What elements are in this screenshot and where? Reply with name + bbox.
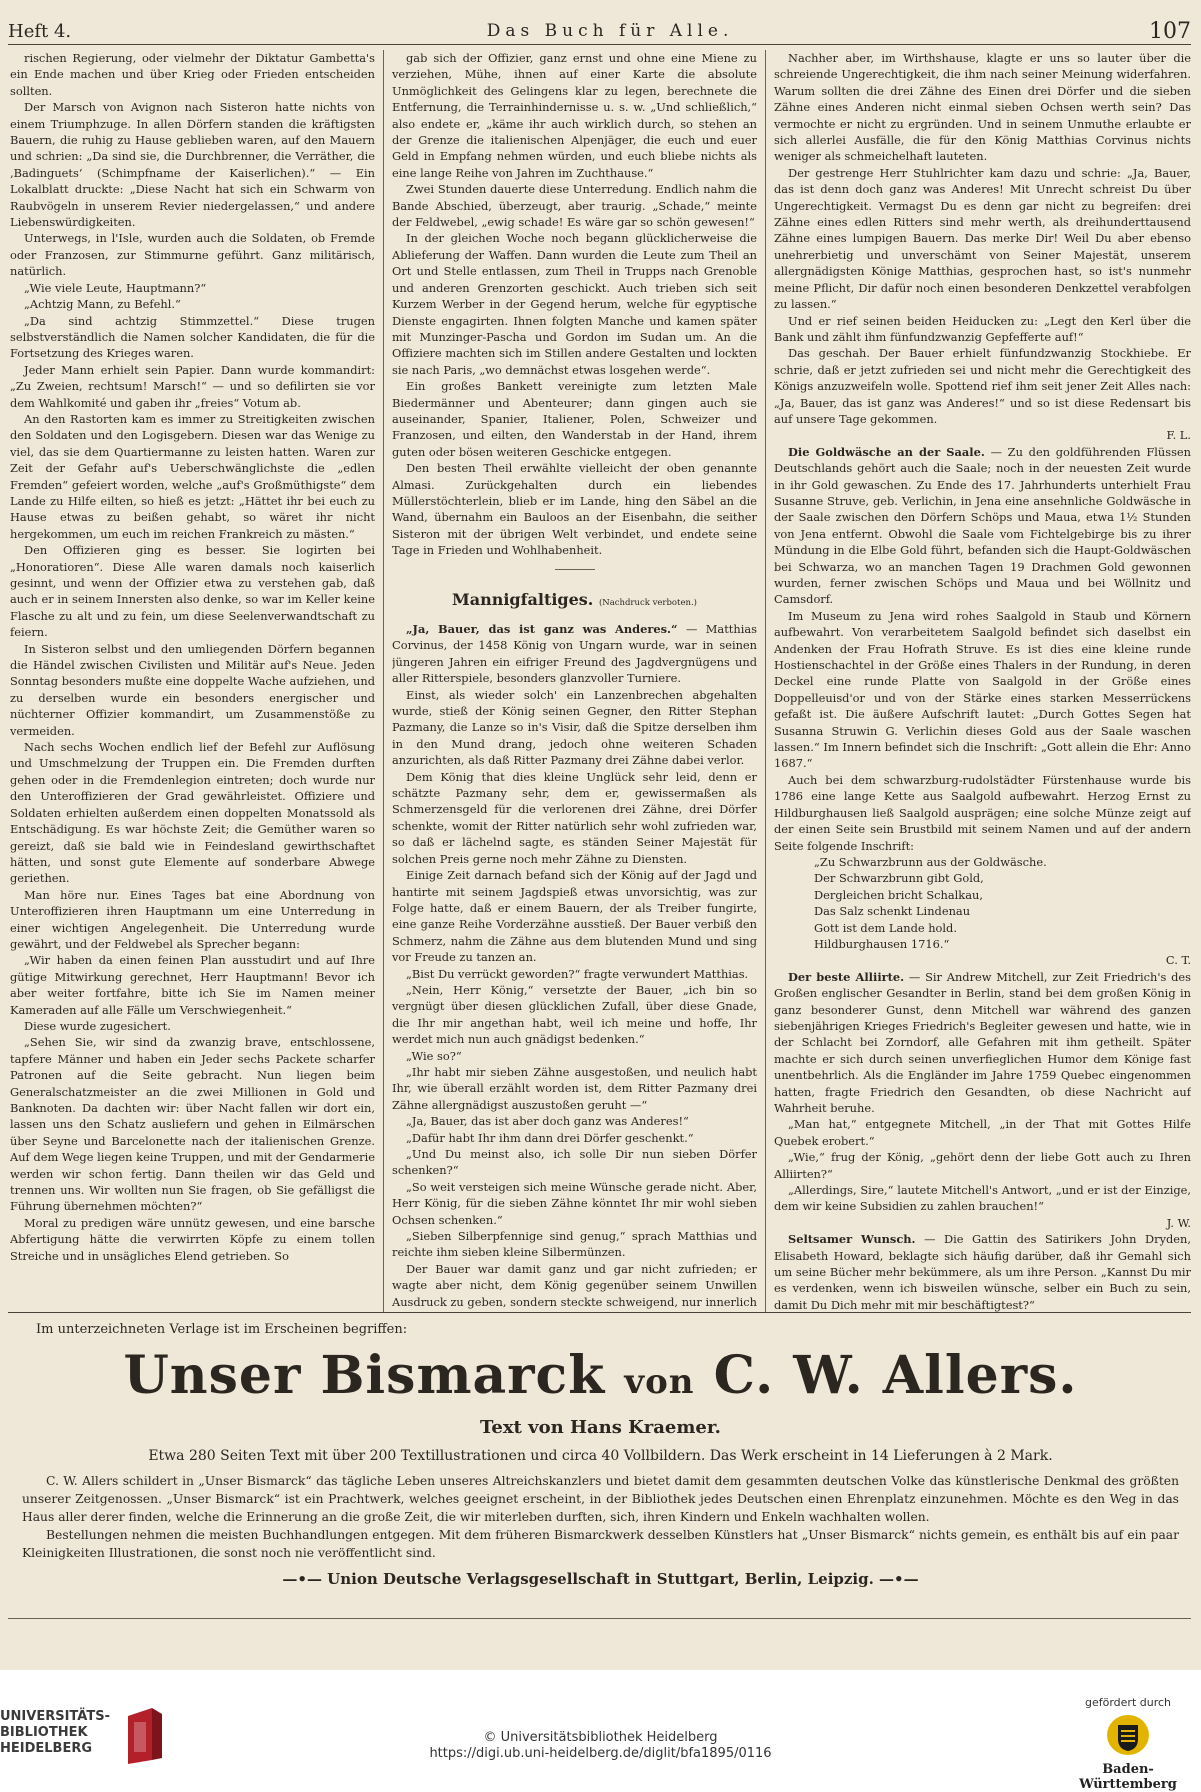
verse-line: Das Salz schenkt Lindenau	[814, 904, 971, 919]
section-heading	[392, 589, 757, 611]
issue-label: Heft 4.	[8, 20, 72, 42]
verse-line: Dergleichen bricht Schalkau,	[814, 887, 983, 902]
library-logo[interactable]	[0, 1698, 160, 1768]
article-goldwaesche-body	[774, 608, 1191, 854]
running-head	[8, 18, 1191, 44]
article-alliirte-body	[774, 1116, 1191, 1214]
by-word: von	[624, 1362, 695, 1402]
page-number: 107	[1149, 18, 1191, 44]
paragraph: gab sich der Offizier, ganz ernst und ohne eine Miene zu verziehen, Mühe, ihnen auf einer Karte die absolute Unmöglichkeit des Gelingens klar zu legen, berechnete die Entfernung, die Terrainhindernisse u. s. w. „Und schließlich,“ also endete er, „käme ihr auch wirklich durch, so stehen an der Grenze die italienischen Alpenjäger, die euch und euer Geld in Empfang nehmen würden, und euch bliebe nichts als eine lange Reihe von Jahren im Zuchthause.“	[392, 51, 757, 180]
advert-intro: Im unterzeichneten Verlage ist im Erscheinen begriffen:	[36, 1322, 408, 1337]
paragraph: Den Offizieren ging es besser. Sie logirten bei „Honoratioren“. Diese Alle waren damals noch kaiserlich gesinnt, und wenn der Offizier etwa zu verstehen gab, daß auch er in seinem Innersten also denke, so war im Keller keine Flasche zu alt und zu fein, um diese Seelenverwandtschaft zu feiern.	[10, 543, 375, 640]
paragraph: Einige Zeit darnach befand sich der König auf der Jagd und hantirte mit seinem Jagdspieß etwas unvorsichtig, was zur Folge hatte, daß er einem Bauern, der als Treiber fungirte, eine ganze Reihe Vorderzähne ausstieß. Der Bauer verbiß den Schmerz, nahm die Zähne aus dem blutenden Mund und sing vor Freude zu tanzen an.	[392, 868, 757, 965]
verse-line: Der Schwarzbrunn gibt Gold,	[814, 871, 984, 886]
paragraph: „Wie viele Leute, Hauptmann?“	[24, 280, 207, 295]
article-heading: Der beste Alliirte.	[788, 969, 905, 984]
paragraph: Ein großes Bankett vereinigte zum letzten Male Biedermänner und Abenteurer; dann gingen auch sie auseinander, Spanier, Italiener, Polen, Schweizer und Franzosen, und eilten, den Wanderstab in der Hand, ihrem guten oder bösen weiteren Geschicke entgegen.	[392, 379, 757, 459]
funded-by-label: gefördert durch	[1084, 1696, 1172, 1709]
article-heading: Seltsamer Wunsch.	[788, 1232, 916, 1247]
paragraph: „Ihr habt mir sieben Zähne ausgestoßen, und neulich habt Ihr, wie überall erzählt worden ist, dem Ritter Pazmany drei Zähne allergnädigst auszustoßen geruht —“	[392, 1064, 757, 1112]
signature: J. W.	[1166, 1215, 1191, 1230]
article-alliirte: Der beste Alliirte. — Sir Andrew Mitchell, zur Zeit Friedrich's des Großen englischer Gesandter in Berlin, stand bei dem großen König in ganz besonderer Gunst, denn Mitchell war während des ganzen siebenjährigen Krieges Friedrich's Begleiter gewesen und hatte, wie in der Schlacht bei Zorndorf, alle Gefahren mit ihm getheilt. Später machte er sich durch seinen unverfieglichen Humor dem Könige fast unentbehrlich. Als die Engländer im Jahre 1759 Quebec eingenommen hatten, fragte Friedrich den Gesandten, ob diese Nachricht auf Wahrheit beruhe.	[774, 969, 1191, 1115]
source-url[interactable]: https://digi.ub.uni-heidelberg.de/diglit/bfa1895/0116	[429, 1746, 772, 1761]
journal-title: Das Buch für Alle.	[486, 21, 734, 41]
coin-inscription-verse	[774, 854, 1191, 952]
ornament-left: —•—	[282, 1570, 328, 1588]
paragraph: Der Bauer war damit ganz und gar nicht zufrieden; er wagte aber nicht, dem König gegenüber seinem Unwillen Ausdruck zu geben, sondern steckte schweigend, nur innerlich	[392, 1261, 757, 1309]
column-3	[774, 50, 1191, 1312]
short-divider	[555, 569, 595, 570]
paragraph: „Nein, Herr König,“ versetzte der Bauer, „ich bin so vergnügt über diesen glücklichen Zufall, über diese Gnade, die Ihr mir angethan habt, weil ich meine und hoffe, Ihr werdet mich nun auch gnädigst bedenken.“	[392, 982, 757, 1047]
advert-top-rule	[8, 1312, 1191, 1313]
column-divider-2	[765, 50, 766, 1312]
verse-line: „Zu Schwarzbrunn aus der Goldwäsche.	[814, 854, 1047, 869]
paragraph: Nachher aber, im Wirthshause, klagte er uns so lauter über die schreiende Ungerechtigkeit, die ihm nach seiner Meinung widerfahren. Warum sollten die drei Zähne des Einen drei Dörfer und die sieben Zähne eines Anderen nicht einmal sieben Ochsen werth sein? Das vermochte er nicht zu ergründen. Und in seinem Unmuthe erlaubte er sich allerlei Ausfälle, die für den König Matthias Corvinus nichts weniger als schmeichelhaft lauteten.	[774, 51, 1191, 164]
paragraph: „Man hat,“ entgegnete Mitchell, „in der That mit Gottes Hilfe Quebek erobert.“	[774, 1117, 1191, 1148]
verse-line: Hildburghausen 1716.“	[814, 936, 950, 951]
paragraph: „Allerdings, Sire,“ lautete Mitchell's Antwort, „und er ist der Einzige, dem wir keine Subsidien zu zahlen brauchen!“	[774, 1183, 1191, 1214]
signature: F. L.	[1166, 428, 1191, 443]
paragraph: Auch bei dem schwarzburg-rudolstädter Fürstenhause wurde bis 1786 eine lange Kette aus Saalgold aufbewahrt. Herzog Ernst zu Hildburghausen ließ Saalgold ausprägen; eine solche Münze zeigt auf der einen Seite sein Brustbild mit seinem Namen und auf der andern Seite folgende Inschrift:	[774, 772, 1191, 853]
state-crest-icon	[1105, 1713, 1151, 1757]
paragraph: In Sisteron selbst und den umliegenden Dörfern begannen die Händel zwischen Civilisten und Militär auf's Neue. Jeden Sonntag besonders mußte eine doppelte Wache aufziehen, und zu derselben wurde ein besonders energischer und nüchterner Offizier kommandirt, um Zusammenstöße zu vermeiden.	[10, 641, 375, 738]
digitization-footer	[0, 1692, 1201, 1792]
anecdote-paragraph: „Ja, Bauer, das ist ganz was Anderes.“ — Matthias Corvinus, der 1458 König von Ungarn wurde, war in seinen jüngeren Jahren ein eifriger Freund des Jagdvergnügens und aller Ritterspiele, besonders glanzvoller Turniere.	[392, 622, 757, 686]
copyright-text: © Universitätsbibliothek Heidelberg	[483, 1730, 718, 1745]
paragraph: Den besten Theil erwählte vielleicht der oben genannte Almasi. Zurückgehalten durch ein liebendes Müllerstöchterlein, blieb er im Lande, hing den Säbel an die Wand, übernahm ein Bauloos an der Eisenbahn, die seither Sisteron mit der übrigen Welt verbindet, und endete seine Tage in Frieden und Wohlhabenheit.	[392, 461, 757, 558]
paragraph: „Wir haben da einen feinen Plan ausstudirt und auf Ihre gütige Mitwirkung gerechnet, Herr Hauptmann! Bevor ich aber weiter fortfahre, bitte ich Sie im Namen meiner Kameraden auf alle Fälle um Verschwiegenheit.“	[10, 953, 375, 1017]
advert-paragraph: Bestellungen nehmen die meisten Buchhandlungen entgegen. Mit dem früheren Bismarckwerk desselben Künstlers hat „Unser Bismarck“ nichts gemein, es enthält bis auf ein paar Kleinigkeiten Illustrationen, die sonst noch nie veröffentlicht sind.	[22, 1528, 1179, 1560]
paragraph: „So weit versteigen sich meine Wünsche gerade nicht. Aber, Herr König, für die sieben Zähne könntet Ihr mir wohl sieben Ochsen schenken.“	[392, 1179, 757, 1227]
paragraph: Diese wurde zugesichert.	[24, 1018, 171, 1033]
anecdote-body	[392, 687, 757, 1312]
article-heading: Die Goldwäsche an der Saale.	[788, 444, 985, 459]
paragraph: „Da sind achtzig Stimmzettel.“ Diese trugen selbstverständlich die Namen solcher Kandidaten, die für die Fortsetzung des Krieges waren.	[10, 313, 375, 361]
paragraph: Einst, als wieder solch' ein Lanzenbrechen abgehalten wurde, stieß der König seinen Gegner, den Ritter Stephan Pazmany, die Lanze so in's Visir, daß die Spitze derselben ihm in den Mund drang, jedoch ohne weiteren Schaden anzurichten, als daß Ritter Pazmany drei Zähne dabei verlor.	[392, 687, 757, 768]
author-name: C. W. Allers.	[713, 1345, 1078, 1406]
paragraph: „Ja, Bauer, das ist aber doch ganz was Anderes!“	[406, 1114, 689, 1129]
paragraph: „Sehen Sie, wir sind da zwanzig brave, entschlossene, tapfere Männer und haben ein Jeder sechs Packete scharfer Patronen auf die Seite gebracht. Nun liegen beim Generalschatzmeister an die zwei Millionen in Gold und Banknoten. Da dachten wir: über Nacht fallen wir dort ein, lassen uns den Schatz ausliefern und gehen in Eilmärschen über Seyne und Barcelonette nach der italienischen Grenze. Auf dem Wege liegen keine Truppen, und mit der Gendarmerie werden wir schon fertig. Dann theilen wir das Geld und trennen uns. Wir wollten nun Sie fragen, ob Sie gefälligst die Führung übernehmen möchten?“	[10, 1035, 375, 1214]
paragraph: Nach sechs Wochen endlich lief der Befehl zur Auflösung und Umschmelzung der Truppen ein. Die Fremden durften gehen oder in die Fremdenlegion eintreten; doch wurde nur den Unteroffizieren der Grad gewährleistet. Offiziere und Soldaten erhielten außerdem einen doppelten Monatssold als Entschädigung. Es war höchste Zeit; die Gemüther waren so gereizt, daß sie bald wie in Feindesland gewirthschaftet hätten, und sonst gute Elemente auf sonderbare Abwege geriethen.	[10, 740, 375, 886]
library-name: UNIVERSITÄTS- BIBLIOTHEK HEIDELBERG	[0, 1709, 110, 1756]
paragraph: „Dafür habt Ihr ihm dann drei Dörfer geschenkt.“	[406, 1130, 694, 1145]
advert-body	[22, 1472, 1179, 1562]
paragraph: Und er rief seinen beiden Heiducken zu: „Legt den Kerl über die Bank und zählt ihm fünfundzwanzig Gepfefferte auf!“	[774, 313, 1191, 344]
funder-block	[1063, 1696, 1193, 1792]
paragraph: An den Rastorten kam es immer zu Streitigkeiten zwischen den Soldaten und den Logisgebern. Diesen war das Wenige zu viel, das sie dem Quartiermanne zu leisten hatten. Waren zur Zeit der Gefahr auf's Ueberschwänglichste die „edlen Fremden“ gefeiert worden, welche „auf's Großmüthigste“ dem Lande zu Hilfe eilten, so hieß es jetzt: „Hättet ihr bei euch zu Hause etwas zu beißen gehabt, so wäret ihr nicht hergekommen, um euch im reichen Frankreich zu mästen.“	[10, 411, 375, 541]
paragraph: „Und Du meinst also, ich solle Dir nun sieben Dörfer schenken?“	[392, 1147, 757, 1178]
paragraph: „Bist Du verrückt geworden?“ fragte verwundert Matthias.	[406, 966, 749, 981]
anecdote-heading: „Ja, Bauer, das ist ganz was Anderes.“	[406, 622, 678, 636]
paragraph: In der gleichen Woche noch begann glücklicherweise die Ablieferung der Waffen. Dann wurden die Leute zum Theil an Ort und Stelle entlassen, zum Theil in Trupps nach Grenoble und anderen Grenzorten geschickt. Auch trieben sich seit Kurzem Werber in der Gegend herum, welche für egyptische Dienste engagirten. Ihnen folgten Manche und kamen später mit Munzinger-Pascha und Gordon im Sudan um. An die Offiziere machten sich im Stillen andere Gestalten und lockten sie nach Paris, „wo demnächst etwas losgehen werde“.	[392, 231, 757, 377]
reprint-note: (Nachdruck verboten.)	[598, 597, 697, 608]
advert-info: Etwa 280 Seiten Text mit über 200 Textillustrationen und circa 40 Vollbildern. Das Werk erscheint in 14 Lieferungen à 2 Mark.	[148, 1448, 1053, 1464]
column-2	[392, 50, 757, 1312]
paragraph: Dem König that dies kleine Unglück sehr leid, denn er schätzte Pazmany sehr, dem er, gewissermaßen als Schmerzensgeld für die verlorenen drei Zähne, drei Dörfer schenkte, womit der Ritter natürlich sehr wohl zufrieden war, so daß er lächelnd sagte, es ständen Seiner Majestät für solchen Preis gerne noch mehr Zähne zu Diensten.	[392, 769, 757, 866]
column-divider-1	[383, 50, 384, 1312]
story-continuation	[392, 50, 757, 559]
paragraph: Jeder Mann erhielt sein Papier. Dann wurde kommandirt: „Zu Zweien, rechtsum! Marsch!“ — und so defilirten sie vor dem Wahlkomité und gaben ihr „freies“ Votum ab.	[10, 362, 375, 410]
verse-line: Gott ist dem Lande hold.	[814, 920, 957, 935]
paragraph: Der gestrenge Herr Stuhlrichter kam dazu und schrie: „Ja, Bauer, das ist denn doch ganz was Anderes! Mit Unrecht schreist Du über Ungerechtigkeit. Vermagst Du es denn gar nicht zu begreifen: drei Zähne eines edlen Ritters sind mehr werth, als dreihunderttausend Zähne eines lumpigen Bauern. Das merke Dir! Weil Du aber ebenso unehrerbietig und unverschämt von Seiner Majestät, unserem allergnädigsten Könige Matthias, gesprochen hast, so ist's nunmehr meine Pflicht, Dir dafür noch einen besonderen Denkzettel verabfolgen zu lassen.“	[774, 165, 1191, 312]
book-title: Unser Bismarck	[123, 1345, 606, 1406]
funder-name: Baden-Württemberg	[1079, 1762, 1177, 1792]
paragraph: „Sieben Silberpfennige sind genug,“ sprach Matthias und reichte ihm sieben kleine Silbermünzen.	[392, 1229, 757, 1260]
advert-subtitle: Text von Hans Kraemer.	[480, 1417, 721, 1438]
misc-title: Mannigfaltiges.	[452, 589, 594, 609]
paragraph: „Wie,“ frug der König, „gehört denn der liebe Gott auch zu Ihren Alliirten?“	[774, 1150, 1191, 1181]
advert-bottom-rule	[8, 1618, 1191, 1619]
library-emblem-icon	[122, 1706, 166, 1764]
paragraph: „Wie so?“	[406, 1048, 462, 1063]
paragraph: Im Museum zu Jena wird rohes Saalgold in Staub und Körnern aufbewahrt. Von verarbeitetem Saalgold befindet sich daselbst ein Andenken der Frau Hofrath Struve. Es ist dies eine kleine runde Hostienschachtel in der Größe eines Thalers in der Rundung, in deren Deckel eine runde Platte von Saalgold in der Größe eines Doppelleuisd'or und von der Stärke eines starken Messerrückens gefaßt ist. Die äußere Aufschrift lautet: „Durch Gottes Segen hat Susanna Struwin G. Verlichin dieses Gold aus der Saale waschen lassen.“ Im Innern befindet sich die Inschrift: „Gott allein die Ehr: Anno 1687.“	[774, 608, 1191, 771]
paragraph: Moral zu predigen wäre unnütz gewesen, und eine barsche Abfertigung hätte die verwirrten Köpfe zu einem tollen Streiche und in unsägliches Elend getrieben. So	[10, 1215, 375, 1263]
signature: C. T.	[1165, 953, 1191, 968]
ornament-right: —•—	[873, 1570, 919, 1588]
anecdote-conclusion	[774, 50, 1191, 427]
top-rule	[8, 44, 1191, 45]
paragraph: Unterwegs, in l'Isle, wurden auch die Soldaten, ob Fremde oder Franzosen, zur Stimmurne geführt. Ganz militärisch, natürlich.	[10, 231, 375, 279]
column-1	[10, 50, 375, 1312]
paragraph: Der Marsch von Avignon nach Sisteron hatte nichts von einem Triumphzuge. In allen Dörfern standen die kräftigsten Bauern, die ruhig zu Hause geblieben waren, auf den Mauern und schrien: „Da sind sie, die Durchbrenner, die Verräther, die ‚Badinguets‘ (Schimpfname der Kaiserlichen).“ — Ein Lokalblatt druckte: „Diese Nacht hat sich ein Schwarm von Raubvögeln in unserem Revier niedergelassen,“ und andere Liebenswürdigkeiten.	[10, 100, 375, 230]
paragraph: „Achtzig Mann, zu Befehl.“	[24, 297, 181, 312]
advert-publisher: —•— Union Deutsche Verlagsgesellschaft in Stuttgart, Berlin, Leipzig. —•—	[282, 1570, 919, 1588]
paragraph: Man höre nur. Eines Tages bat eine Abordnung von Unteroffizieren ihren Hauptmann um eine Unterredung in einer wichtigen Angelegenheit. Die Unterredung wurde gewährt, und der Feldwebel als Sprecher begann:	[10, 887, 375, 951]
paragraph: rischen Regierung, oder vielmehr der Diktatur Gambetta's ein Ende machen und über Krieg oder Frieden entscheiden sollten.	[10, 51, 375, 98]
article-goldwaesche: Die Goldwäsche an der Saale. — Zu den goldführenden Flüssen Deutschlands gehört auch die Saale; noch in der neuesten Zeit wurde in ihr Gold gewaschen. Zu Ende des 17. Jahrhunderts unterhielt Frau Susanne Struve, geb. Verlichin, in Jena eine ansehnliche Goldwäsche in der Saale zwischen den Dörfern Schöps und Maua, etwa 1½ Stunden von Jena entfernt. Obwohl die Saale vom Fichtelgebirge bis zu ihrer Mündung in die Elbe Gold führt, befanden sich die Haupt-Goldwäschen bei Schwarza, wo an manchen Tagen 19 Drachmen Gold gewonnen wurden, ferner zwischen Schöps und Maua und bei Wöllnitz und Camsdorf.	[774, 444, 1191, 607]
article-wunsch: Seltsamer Wunsch. — Die Gattin des Satirikers John Dryden, Elisabeth Howard, beklagte sich häufig darüber, daß ihr Gemahl sich um seine Bücher mehr bekümmere, als um ihre Person. „Kannst Du mir es verdenken, wenn ich bisweilen wünsche, selber ein Buch zu sein, damit Du Dich mehr mit mir beschäftigtest?“	[774, 1232, 1191, 1312]
advert-title	[10, 1345, 1191, 1413]
advertisement	[10, 1318, 1191, 1608]
paragraph: Das geschah. Der Bauer erhielt fünfundzwanzig Stockhiebe. Er schrie, daß er jetzt zufrieden sei und nicht mehr die Gerechtigkeit des Königs anzuzweifeln wolle. Spottend rief ihm seit jener Zeit Alles nach: „Ja, Bauer, das ist ganz was Anderes!“ und so ist diese Redensart bis auf unsere Tage gekommen.	[774, 346, 1191, 426]
advert-paragraph: C. W. Allers schildert in „Unser Bismarck“ das tägliche Leben unseres Altreichskanzlers und bietet damit dem gesammten deutschen Volke das künstlerische Denkmal des größten unserer Zeitgenossen. „Unser Bismarck“ ist ein Prachtwerk, welches geeignet erscheint, in der Bibliothek jedes Deutschen einen Ehrenplatz einzunehmen. Möchte es den Weg in das Haus aller derer finden, welche die Erinnerung an die große Zeit, die wir miterleben durften, sich, ihren Kindern und Enkeln wachhalten wollen.	[22, 1474, 1179, 1524]
paragraph: Zwei Stunden dauerte diese Unterredung. Endlich nahm die Bande Abschied, überzeugt, aber traurig. „Schade,“ meinte der Feldwebel, „ewig schade! Es wäre gar so schön gewesen!“	[392, 182, 757, 230]
credit-block	[400, 1730, 801, 1762]
